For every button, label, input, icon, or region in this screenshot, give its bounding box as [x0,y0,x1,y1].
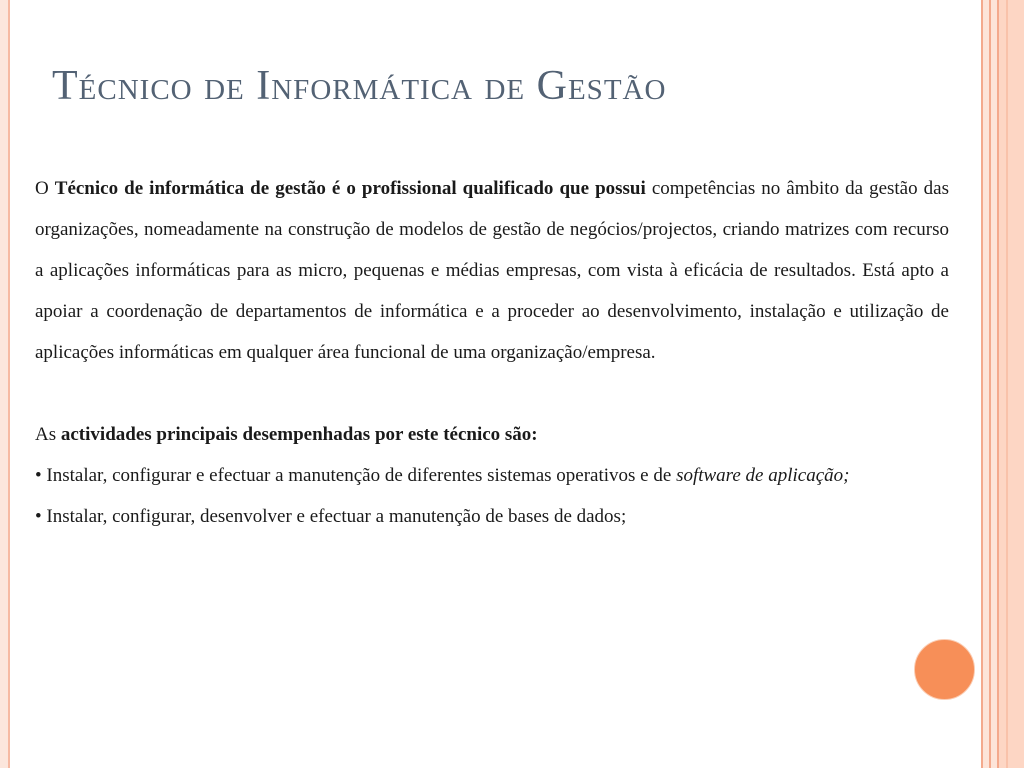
activities-lead: As [35,424,61,445]
left-frame-border [0,0,10,768]
bullet-text: Instalar, configurar, desenvolver e efectuar a manutenção de bases de dados; [41,506,627,527]
intro-paragraph [35,168,949,373]
bullet-item [35,496,949,537]
right-decorative-stripe [1006,0,1008,768]
intro-bold-text: Técnico de informática de gestão é o profissional qualificado que possui [54,178,646,199]
activities-bold-text: actividades principais desempenhadas por este técnico são: [60,424,538,445]
intro-rest-text: competências no âmbito da gestão das organizações, nomeadamente na construção de modelos de gestão de negócios/projectos, criando matrizes com recurso a aplicações informáticas para as micro, pequenas e médias empresas, com vista à eficácia de resultados. Está apto a apoiar a coordenação de departamentos de informática e a proceder ao desenvolvimento, instalação e utilização de aplicações informáticas em qualquer área funcional de uma organização/empresa. [35,178,949,363]
bullet-marker: • [35,506,42,527]
slide-title: Técnico de Informática de Gestão [52,63,667,109]
decorative-orange-circle [914,639,975,700]
slide-body [35,168,949,537]
bullet-text: Instalar, configurar e efectuar a manutenção de diferentes sistemas operativos e de [41,465,677,486]
intro-lead: O [35,178,55,199]
activities-heading [35,414,949,455]
bullet-item [35,455,949,496]
paragraph-spacer [35,373,949,414]
bullet-italic-text: software de aplicação; [676,465,850,486]
right-decorative-stripe [999,0,1024,768]
bullet-marker: • [35,465,42,486]
